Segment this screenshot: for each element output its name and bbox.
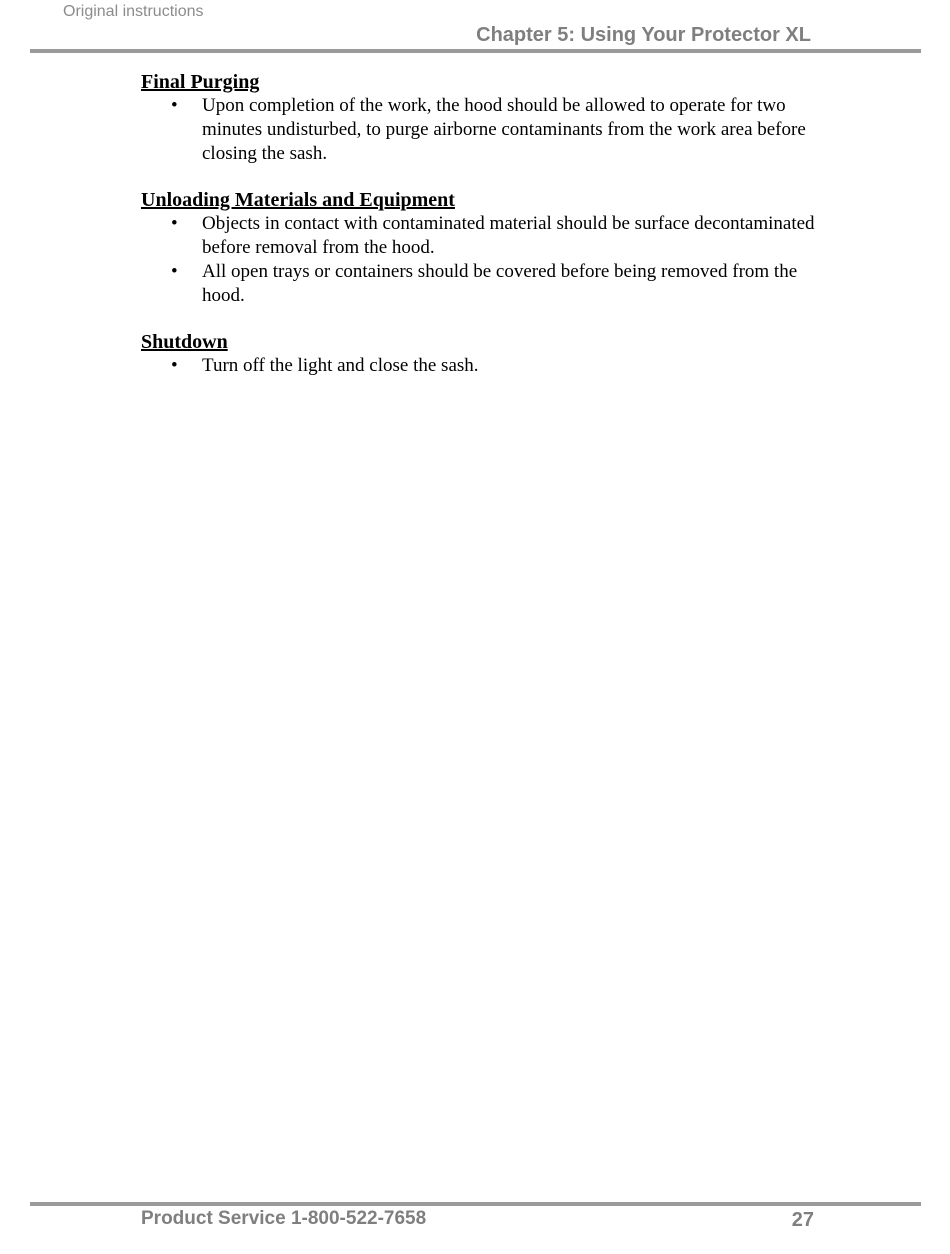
section-shutdown	[141, 330, 821, 378]
section-heading: Shutdown	[141, 331, 228, 353]
header-divider	[30, 49, 921, 53]
bullet-text: Objects in contact with contaminated material should be surface decontaminated before removal from the hood.	[202, 213, 815, 258]
bullet-list	[141, 354, 821, 378]
footer-divider	[30, 1202, 921, 1206]
bullet-icon: •	[171, 213, 178, 234]
bullet-item	[141, 212, 821, 260]
section-heading: Unloading Materials and Equipment	[141, 189, 455, 211]
page-number: 27	[791, 1209, 814, 1231]
bullet-text: Turn off the light and close the sash.	[202, 355, 479, 376]
page-content	[141, 70, 821, 400]
bullet-item	[141, 354, 821, 378]
bullet-icon: •	[171, 261, 178, 282]
bullet-icon: •	[171, 95, 178, 116]
bullet-list	[141, 212, 821, 308]
bullet-icon: •	[171, 355, 178, 376]
section-unloading	[141, 188, 821, 308]
chapter-title: Chapter 5: Using Your Protector XL	[476, 24, 811, 46]
bullet-item	[141, 260, 821, 308]
section-final-purging	[141, 70, 821, 166]
original-instructions-note: Original instructions	[63, 3, 204, 20]
bullet-text: All open trays or containers should be covered before being removed from the hood.	[202, 261, 798, 306]
section-heading: Final Purging	[141, 71, 260, 93]
bullet-text: Upon completion of the work, the hood should be allowed to operate for two minutes undisturbed, to purge airborne contaminants from the work area before closing the sash.	[202, 95, 806, 164]
bullet-item	[141, 94, 821, 166]
bullet-list	[141, 94, 821, 166]
product-service-line: Product Service 1-800-522-7658	[141, 1208, 427, 1229]
